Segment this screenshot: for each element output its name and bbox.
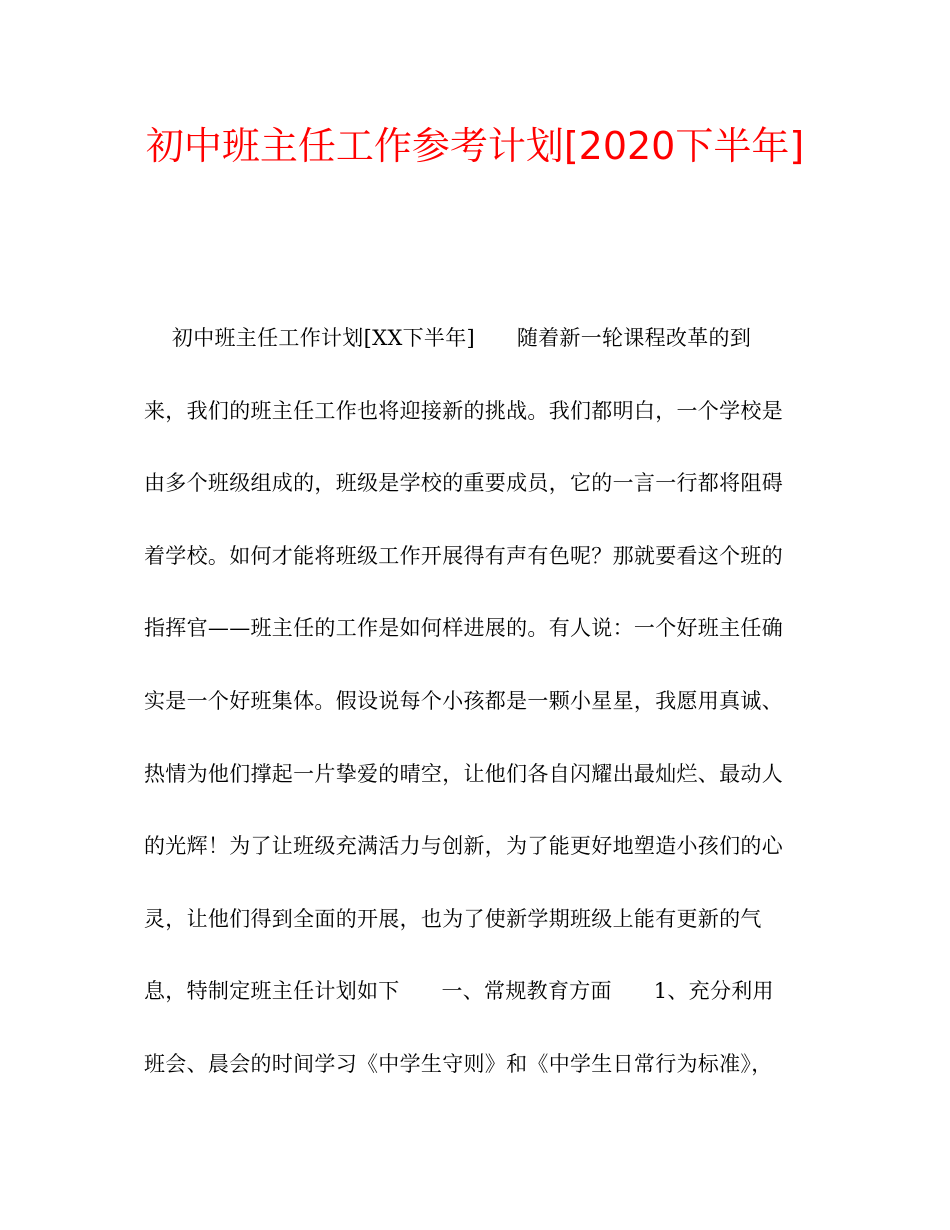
body-line: 指挥官——班主任的工作是如何样进展的。有人说：一个好班主任确 <box>144 616 783 641</box>
body-line: 着学校。如何才能将班级工作开展得有声有色呢？那就要看这个班的 <box>144 543 783 568</box>
body-line: 来，我们的班主任工作也将迎接新的挑战。我们都明白，一个学校是 <box>144 398 783 423</box>
body-line: 热情为他们撑起一片挚爱的晴空，让他们各自闪耀出最灿烂、最动人 <box>144 761 783 786</box>
document-title: 初中班主任工作参考计划[2020下半年] <box>145 124 805 168</box>
body-line: 班会、晨会的时间学习《中学生守则》和《中学生日常行为标准》， <box>144 1051 773 1076</box>
document-body <box>144 318 804 1117</box>
body-line: 实是一个好班集体。假设说每个小孩都是一颗小星星，我愿用真诚、 <box>144 688 783 713</box>
body-line: 的光辉！为了让班级充满活力与创新，为了能更好地塑造小孩们的心 <box>144 834 783 859</box>
body-line: 初中班主任工作计划[XX下半年] 随着新一轮课程改革的到 <box>144 326 752 350</box>
body-line: 由多个班级组成的，班级是学校的重要成员，它的一言一行都将阻碍 <box>144 471 783 496</box>
body-line: 灵，让他们得到全面的开展，也为了使新学期班级上能有更新的气 <box>144 906 762 931</box>
body-line: 息，特制定班主任计划如下 一、常规教育方面 1、充分利用 <box>144 979 774 1004</box>
